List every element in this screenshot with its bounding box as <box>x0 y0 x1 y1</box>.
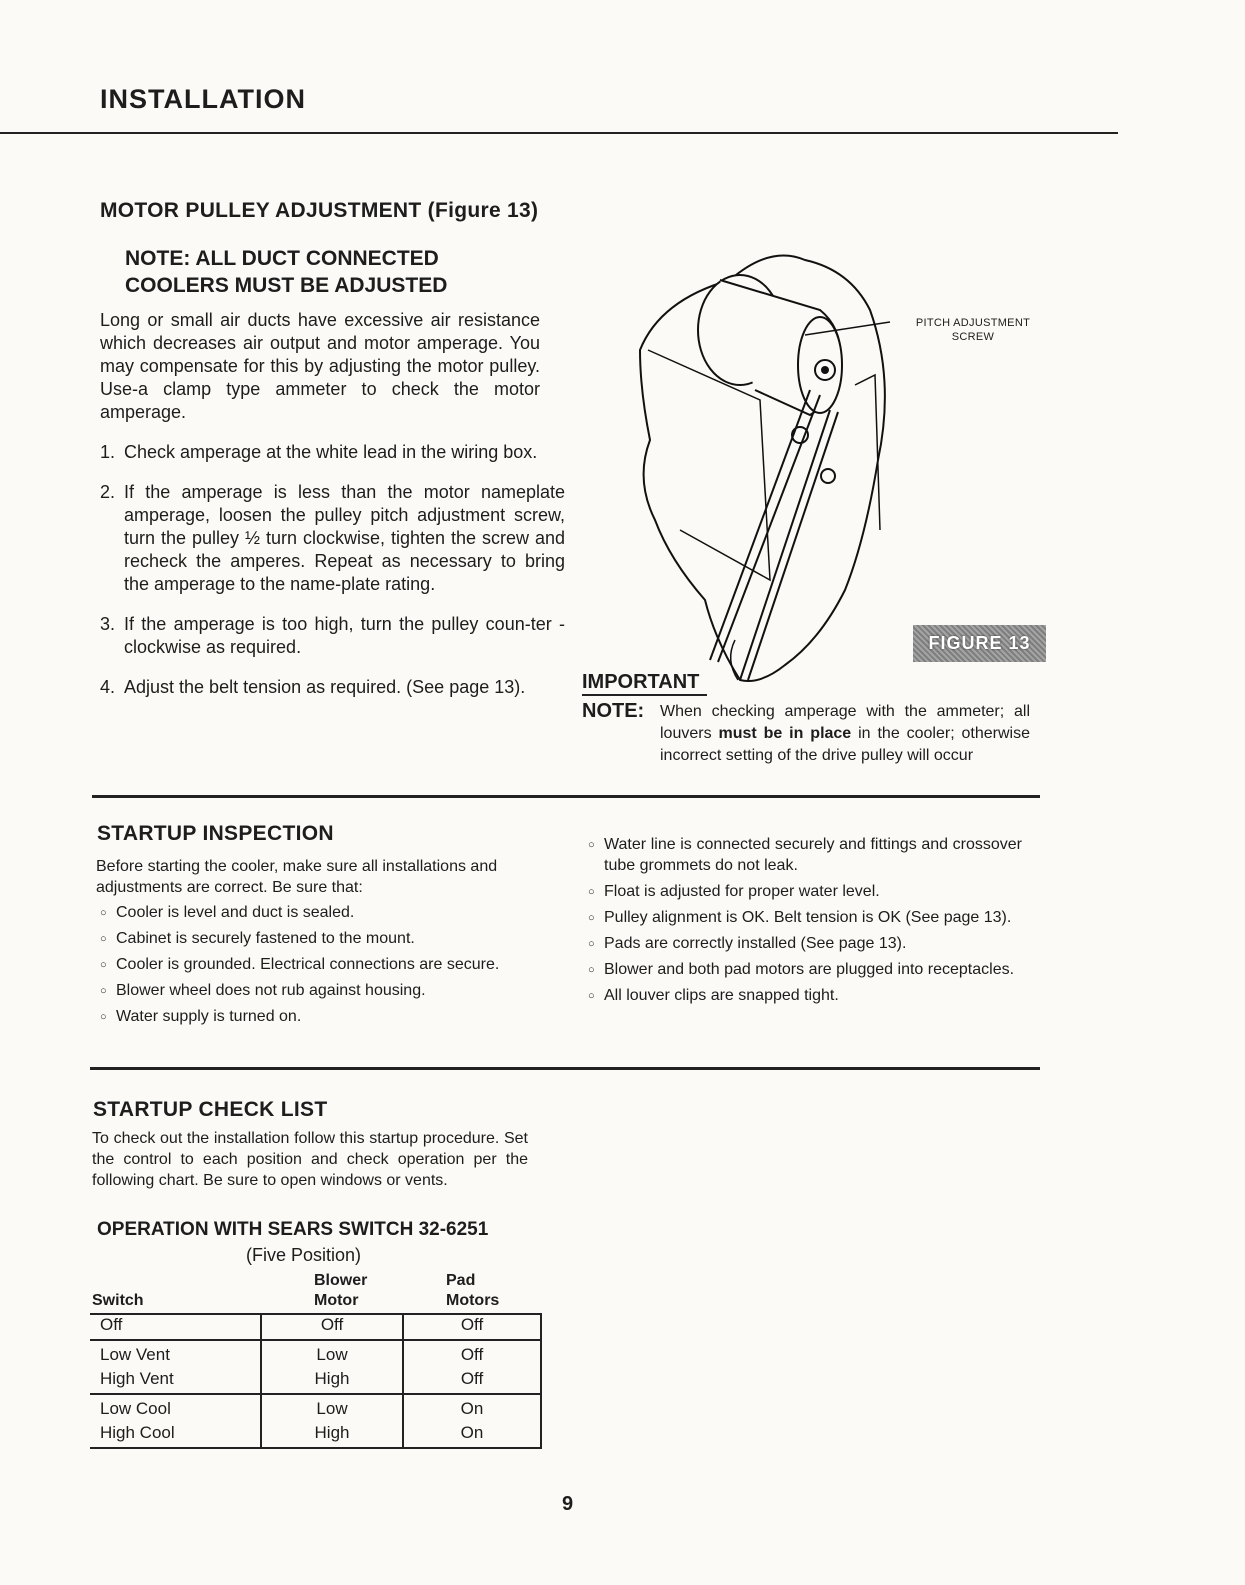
motor-pulley-illustration <box>620 240 920 700</box>
step-text: If the amperage is less than the motor nameplate amperage, loosen the pulley pitch adjustment screw, turn the pulley ½ turn clockwise, tighten the screw and recheck the amperes. Repeat as necessary to bring the amperage to the name-plate rating. <box>124 482 565 594</box>
col-switch-header: Switch <box>92 1292 144 1309</box>
operation-chart <box>90 1313 542 1449</box>
callout-line2: SCREW <box>951 331 995 343</box>
step-item <box>100 676 565 699</box>
pad-cell: On <box>403 1423 541 1448</box>
inspection-item: ○ Cooler is grounded. Electrical connections are secure. <box>96 954 528 975</box>
blower-cell: Low <box>261 1340 403 1369</box>
step-item <box>100 481 565 596</box>
inspection-item: ○ Water line is connected securely and fittings and crossover tube grommets do not leak. <box>584 834 1022 876</box>
table-row <box>90 1423 541 1448</box>
startup-checklist-intro: To check out the installation follow this startup procedure. Set the control to each position and check operation per the following chart. Be sure to open windows or vents. <box>92 1130 528 1189</box>
inspection-item: ○ Cooler is level and duct is sealed. <box>96 902 528 923</box>
blower-cell: Low <box>261 1394 403 1423</box>
motor-pulley-heading: MOTOR PULLEY ADJUSTMENT (Figure 13) <box>100 199 539 222</box>
inspection-item: ○ Blower wheel does not rub against housing. <box>96 980 528 1001</box>
inspection-item: ○ Cabinet is securely fastened to the mount. <box>96 928 528 949</box>
duct-note-line1: NOTE: ALL DUCT CONNECTED <box>125 247 439 270</box>
inspection-item: ○ Pads are correctly installed (See page 13). <box>584 933 1022 954</box>
step-number: 1. <box>100 442 116 462</box>
inspection-item: ○ All louver clips are snapped tight. <box>584 985 1022 1006</box>
switch-cell: High Vent <box>100 1369 174 1388</box>
callout-line1: PITCH ADJUSTMENT <box>915 317 1031 329</box>
operation-table <box>90 1313 542 1449</box>
step-number: 3. <box>100 614 116 634</box>
col-blower-line1: Blower <box>314 1272 368 1289</box>
pad-cell: Off <box>403 1369 541 1394</box>
inspection-list-right <box>584 834 1022 1011</box>
step-item <box>100 613 565 659</box>
step-item <box>100 441 565 464</box>
inspection-item: ○ Blower and both pad motors are plugged into receptacles. <box>584 959 1022 980</box>
step-text: Adjust the belt tension as required. (See page 13). <box>124 677 526 697</box>
table-row <box>90 1369 541 1394</box>
startup-inspection-heading: STARTUP INSPECTION <box>97 822 334 845</box>
blower-cell: Off <box>261 1314 403 1340</box>
switch-cell: Low Vent <box>100 1345 170 1364</box>
pitch-screw-callout <box>898 316 1048 344</box>
section-rule <box>92 795 1040 798</box>
table-row <box>90 1394 541 1423</box>
adjustment-steps <box>100 441 565 716</box>
duct-note <box>125 245 565 299</box>
table-row <box>90 1314 541 1340</box>
blower-cell: High <box>261 1369 403 1394</box>
startup-inspection-intro: Before starting the cooler, make sure all installations and adjustments are correct. Be sure that: <box>96 858 498 896</box>
step-number: 2. <box>100 482 116 502</box>
note-text-after: in the cooler; otherwise incorrect setting of the drive pulley will occur <box>660 725 1031 764</box>
col-pad-line2: Motors <box>446 1292 500 1309</box>
pad-cell: Off <box>403 1340 541 1369</box>
blower-cell: High <box>261 1423 403 1448</box>
page-title: INSTALLATION <box>100 84 306 114</box>
important-underline <box>582 694 707 696</box>
note-label: NOTE: <box>582 700 645 722</box>
inspection-item: ○ Water supply is turned on. <box>96 1006 528 1027</box>
step-text: Check amperage at the white lead in the wiring box. <box>124 442 538 462</box>
operation-subheading: (Five Position) <box>246 1245 362 1265</box>
pad-cell: Off <box>403 1314 541 1340</box>
header-rule <box>0 132 1118 134</box>
step-text: If the amperage is too high, turn the pulley coun-ter - clockwise as required. <box>124 614 565 657</box>
inspection-list-left <box>96 902 528 1032</box>
important-note-text <box>660 701 1030 767</box>
pad-cell: On <box>403 1394 541 1423</box>
section-rule <box>90 1067 1040 1070</box>
switch-cell: Off <box>100 1315 123 1334</box>
inspection-item: ○ Float is adjusted for proper water level. <box>584 881 1022 902</box>
important-label: IMPORTANT <box>582 671 700 693</box>
note-text-bold: must be in place <box>718 725 852 742</box>
step-number: 4. <box>100 677 116 697</box>
motor-pulley-intro: Long or small air ducts have excessive air resistance which decreases air output and motor amperage. You may compensate for this by adjusting the motor pulley. Use-a clamp type ammeter to check the motor amperage. <box>100 310 540 422</box>
table-row <box>90 1340 541 1369</box>
switch-cell: High Cool <box>100 1423 175 1442</box>
col-pad-line1: Pad <box>446 1272 476 1289</box>
operation-heading: OPERATION WITH SEARS SWITCH 32-6251 <box>97 1219 489 1240</box>
note-text-before: When checking amperage with the ammeter; all louvers <box>660 703 1030 742</box>
col-blower-line2: Motor <box>314 1292 359 1309</box>
figure-label: FIGURE 13 <box>913 625 1046 662</box>
inspection-item: ○ Pulley alignment is OK. Belt tension is OK (See page 13). <box>584 907 1022 928</box>
startup-checklist-heading: STARTUP CHECK LIST <box>93 1098 328 1121</box>
duct-note-line2: COOLERS MUST BE ADJUSTED <box>125 274 448 297</box>
switch-cell: Low Cool <box>100 1399 171 1418</box>
page-number: 9 <box>562 1493 574 1515</box>
